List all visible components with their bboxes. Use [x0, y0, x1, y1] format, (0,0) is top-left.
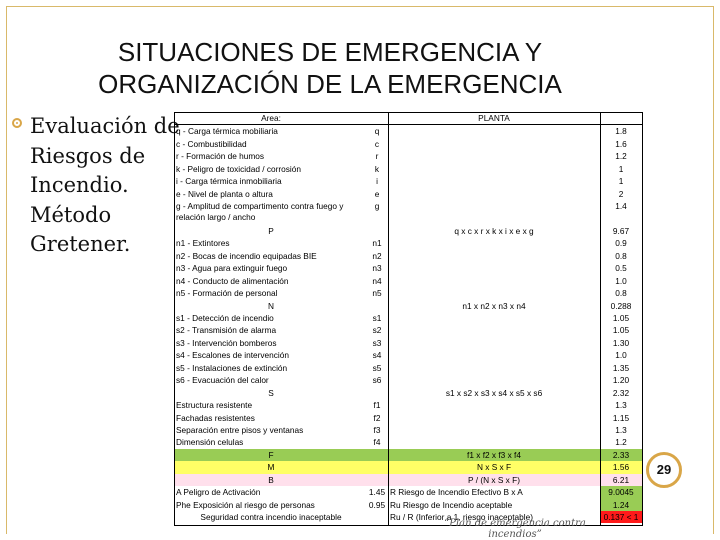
row-symbol: s5: [372, 362, 382, 373]
row-value: 1.0: [615, 275, 627, 286]
row-label: Dimensión celulas: [176, 437, 244, 448]
row-value: 0.8: [615, 288, 627, 299]
slide-title: [0, 36, 660, 100]
bullet-icon: [12, 118, 22, 128]
row-value: 1: [618, 163, 624, 174]
bullet-text-line-5: Gretener.: [30, 232, 131, 256]
row-label: B: [268, 474, 274, 485]
row-symbol: i: [376, 176, 378, 187]
row-symbol: k: [374, 163, 380, 174]
row-label: s6 - Evacuación del calor: [176, 375, 269, 386]
row-label: N: [268, 300, 274, 311]
row-formula: R Riesgo de Incendio Efectivo B x A: [390, 487, 523, 498]
row-label: Separación entre pisos y ventanas: [176, 424, 304, 435]
row-symbol: f1: [373, 400, 381, 411]
row-label: P: [268, 225, 274, 236]
bullet-text-line-2: Riesgos de: [30, 143, 146, 168]
row-label: s3 - Intervención bomberos: [176, 337, 277, 348]
row-value: 0.5: [615, 263, 627, 274]
slide-frame-right: [713, 6, 714, 534]
row-symbol: n3: [372, 263, 382, 274]
row-label: g - Amplitud de compartimento contra fuego y relación largo / ancho: [176, 201, 344, 223]
row-value: 2: [618, 188, 624, 199]
row-label: q - Carga térmica mobiliaria: [176, 126, 278, 137]
row-label: i - Carga térmica inmobiliaria: [176, 176, 282, 187]
row-label: e - Nivel de planta o altura: [176, 188, 273, 199]
row-label: n1 - Extintores: [176, 238, 230, 249]
row-symbol: c: [374, 138, 380, 149]
header-area: Area:: [261, 113, 281, 123]
row-symbol: f4: [373, 437, 381, 448]
bullet-text-line-1: Evaluación de: [30, 114, 180, 138]
bullet-text-line-4: Método: [30, 202, 112, 227]
row-formula: q x c x r x k x i x e x g: [454, 225, 534, 236]
row-label: r - Formación de humos: [176, 151, 265, 162]
row-symbol: e: [374, 188, 380, 199]
row-symbol: s1: [372, 313, 382, 324]
row-label: n3 - Agua para extinguir fuego: [176, 263, 288, 274]
row-formula: Ru / R (Inferior a 1, riesgo inaceptable): [390, 512, 533, 523]
row-formula: Ru Riesgo de Incendio aceptable: [390, 499, 513, 510]
row-value: 1.56: [612, 462, 630, 473]
row-symbol: 0.95: [368, 499, 386, 510]
row-label: A Peligro de Activación: [176, 487, 261, 498]
row-value: 0.137 < 1: [600, 511, 642, 523]
row-symbol: n2: [372, 250, 382, 261]
row-label: k - Peligro de toxicidad / corrosión: [176, 163, 301, 174]
row-value: 6.21: [612, 474, 630, 485]
row-formula: P / (N x S x F): [468, 474, 520, 485]
row-label: s4 - Escalones de intervención: [176, 350, 289, 361]
row-value: 1.8: [615, 126, 627, 137]
row-symbol: s2: [372, 325, 382, 336]
slide-frame-top: [6, 6, 714, 14]
row-value: 2.33: [612, 449, 630, 460]
row-value: 1.24: [600, 499, 642, 511]
row-label: Seguridad contra incendio inaceptable: [200, 512, 342, 523]
row-label: c - Combustibilidad: [176, 138, 247, 149]
gretener-table: [174, 112, 642, 523]
row-formula: n1 x n2 x n3 x n4: [462, 300, 526, 311]
bullet-text: [30, 112, 180, 260]
row-value: 1: [618, 176, 624, 187]
row-symbol: r: [375, 151, 379, 162]
row-value: 1.0: [615, 350, 627, 361]
slide-title-line-1: SITUACIONES DE EMERGENCIA Y: [117, 37, 543, 67]
row-value: 1.15: [612, 412, 630, 423]
row-label: n4 - Conducto de alimentación: [176, 275, 289, 286]
row-label: Estructura resistente: [176, 400, 253, 411]
row-symbol: 1.45: [368, 487, 386, 498]
row-label: s2 - Transmisión de alarma: [176, 325, 277, 336]
row-value: 0.288: [610, 300, 632, 311]
row-symbol: s3: [372, 337, 382, 348]
row-formula: f1 x f2 x f3 x f4: [467, 449, 521, 460]
row-label: F: [268, 449, 274, 460]
row-label: M: [267, 462, 275, 473]
row-symbol: n5: [372, 288, 382, 299]
row-value: 0.9: [615, 238, 627, 249]
page-number: 29: [646, 452, 682, 488]
table-border: [174, 112, 643, 526]
row-value: 1.05: [612, 325, 630, 336]
row-symbol: f2: [373, 412, 381, 423]
row-formula: N x S x F: [476, 462, 512, 473]
row-value: 0.8: [615, 250, 627, 261]
row-label: Phe Exposición al riesgo de personas: [176, 499, 315, 510]
row-symbol: g: [374, 201, 380, 212]
row-symbol: q: [374, 126, 380, 137]
row-value: 1.2: [615, 437, 627, 448]
row-value: 1.05: [612, 313, 630, 324]
row-value: 1.2: [615, 151, 627, 162]
row-value: 1.30: [612, 337, 630, 348]
row-symbol: n1: [372, 238, 382, 249]
slide-title-line-2: ORGANIZACIÓN DE LA EMERGENCIA: [98, 69, 562, 99]
header-plant: PLANTA: [478, 113, 510, 123]
row-symbol: f3: [373, 424, 381, 435]
row-value: 1.3: [615, 400, 627, 411]
row-formula: s1 x s2 x s3 x s4 x s5 x s6: [445, 387, 543, 398]
row-value: 1.4: [615, 201, 627, 212]
row-symbol: s4: [372, 350, 382, 361]
row-symbol: n4: [372, 275, 382, 286]
row-value: 9.0045: [600, 486, 642, 498]
row-value: 2.32: [612, 387, 630, 398]
row-label: n2 - Bocas de incendio equipadas BIE: [176, 250, 317, 261]
row-label: S: [268, 387, 274, 398]
bullet-text-line-3: Incendio.: [30, 173, 129, 197]
row-value: 1.20: [612, 375, 630, 386]
source-caption: “Plan de emergencia contra incendios”: [444, 518, 586, 540]
row-label: s1 - Detección de incendio: [176, 313, 274, 324]
row-label: n5 - Formación de personal: [176, 288, 278, 299]
row-value: 9.67: [612, 225, 630, 236]
row-value: 1.6: [615, 138, 627, 149]
row-value: 1.35: [612, 362, 630, 373]
row-symbol: s6: [372, 375, 382, 386]
row-label: Fachadas resistentes: [176, 412, 255, 423]
row-label: s5 - Instalaciones de extinción: [176, 362, 288, 373]
row-value: 1.3: [615, 424, 627, 435]
